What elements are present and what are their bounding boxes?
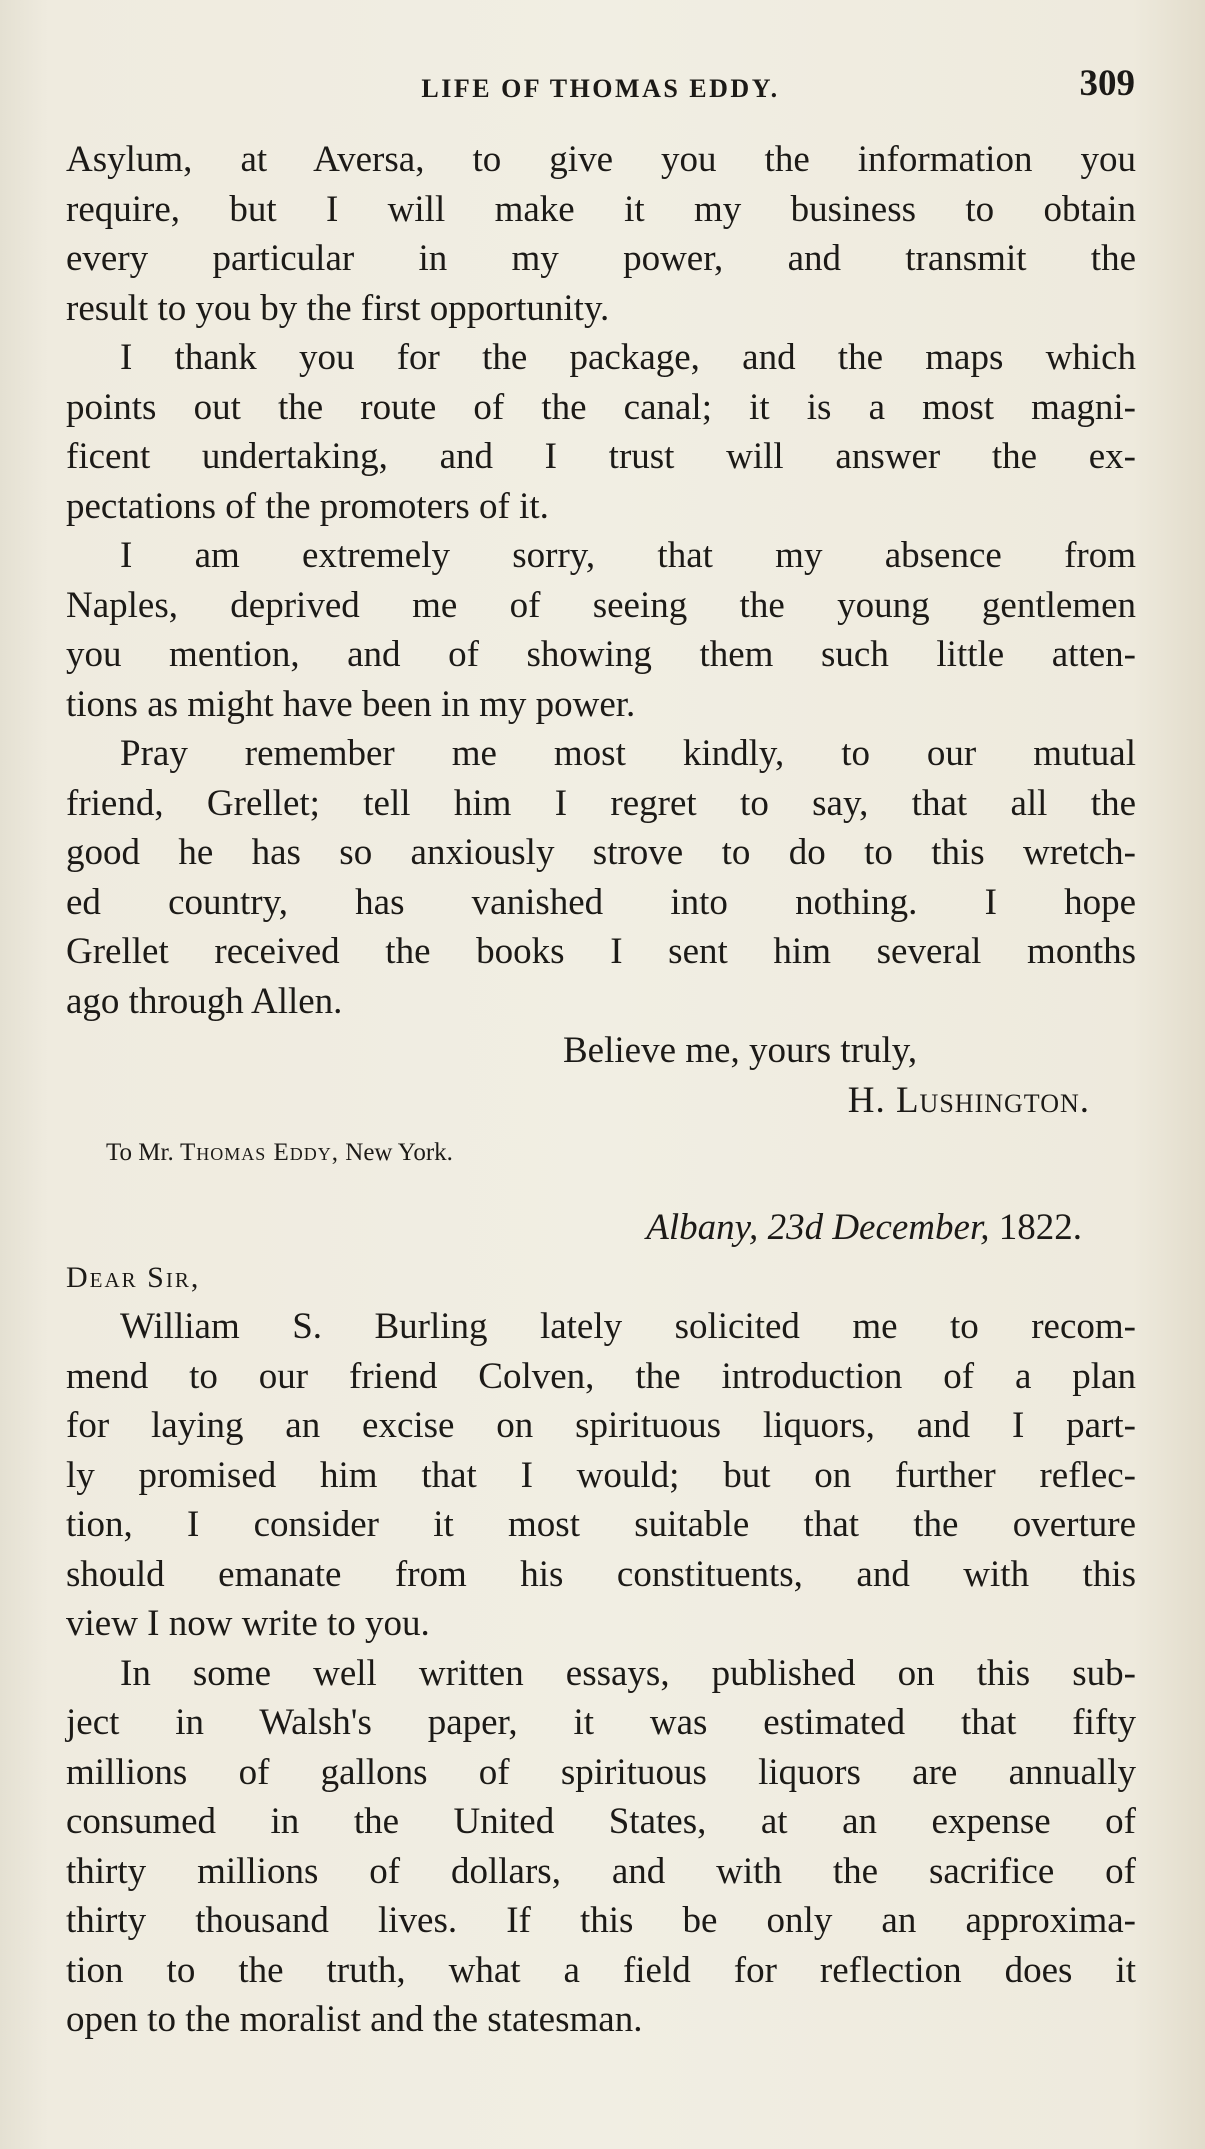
text-line: millions of gallons of spirituous liquors are annually	[66, 1751, 1136, 1793]
text-line: for laying an excise on spirituous liquors, and I part-	[66, 1405, 1136, 1446]
page-body	[66, 135, 1136, 2045]
text-line: ly promised him that I would; but on further reflec-	[66, 1454, 1136, 1496]
text-line: every particular in my power, and transmit the	[66, 238, 1136, 279]
text-line: ficent undertaking, and I trust will answer the ex-	[66, 436, 1136, 477]
text-line: William S. Burling lately solicited me to recom-	[120, 1306, 1136, 1347]
date-day: 23d December,	[767, 1207, 990, 1248]
text-line: consumed in the United States, at an expense of	[66, 1801, 1136, 1842]
text-line: good he has so anxiously strove to do to this wretch-	[66, 832, 1136, 873]
text-line: thirty thousand lives. If this be only an approxima-	[66, 1900, 1136, 1941]
address-name: Thomas Eddy,	[179, 1139, 340, 1166]
letter-address	[66, 1131, 1136, 1175]
text-line: tions as might have been in my power.	[66, 683, 636, 725]
text-line: friend, Grellet; tell him I regret to say, that all the	[66, 782, 1136, 824]
date-place: Albany,	[646, 1207, 759, 1248]
text-line: pectations of the promoters of it.	[66, 485, 549, 527]
letter-salutation: Dear Sir,	[66, 1260, 201, 1294]
text-line: view I now write to you.	[66, 1603, 430, 1644]
text-line: ago through Allen.	[66, 980, 343, 1022]
text-line: points out the route of the canal; it is a most magni-	[66, 386, 1136, 428]
letter-signature: H. Lushington.	[847, 1079, 1090, 1121]
text-line: tion, I consider it most suitable that the overture	[66, 1504, 1136, 1545]
text-line: In some well written essays, published on this sub-	[120, 1652, 1136, 1694]
letter-dateline	[66, 1203, 1136, 1253]
text-line: Grellet received the books I sent him several months	[66, 931, 1136, 972]
text-line: Pray remember me most kindly, to our mutual	[120, 733, 1136, 774]
running-head: LIFE OF THOMAS EDDY.	[421, 74, 780, 103]
text-line: result to you by the first opportunity.	[66, 287, 610, 329]
page-number: 309	[1079, 63, 1135, 104]
text-line: you mention, and of showing them such little atten-	[66, 634, 1136, 675]
text-line: Asylum, at Aversa, to give you the information you	[66, 139, 1136, 180]
text-line: ed country, has vanished into nothing. I hope	[66, 881, 1136, 923]
text-line: ject in Walsh's paper, it was estimated that fifty	[66, 1702, 1136, 1743]
text-line: tion to the truth, what a field for reflection does it	[66, 1949, 1136, 1991]
text-line: Naples, deprived me of seeing the young gentlemen	[66, 584, 1136, 626]
address-to: To Mr.	[106, 1139, 174, 1166]
text-line: require, but I will make it my business to obtain	[66, 188, 1136, 230]
text-line: I am extremely sorry, that my absence from	[120, 535, 1136, 576]
text-line: open to the moralist and the statesman.	[66, 1999, 643, 2040]
text-line: thirty millions of dollars, and with the sacrifice of	[66, 1850, 1136, 1892]
date-year: 1822.	[998, 1207, 1082, 1248]
address-place: New York.	[345, 1139, 453, 1166]
page-header	[66, 62, 1135, 112]
letter-closing: Believe me, yours truly,	[563, 1030, 918, 1071]
text-line: mend to our friend Colven, the introduction of a plan	[66, 1355, 1136, 1397]
text-line: should emanate from his constituents, and with this	[66, 1553, 1136, 1595]
text-line: I thank you for the package, and the maps which	[120, 337, 1136, 378]
